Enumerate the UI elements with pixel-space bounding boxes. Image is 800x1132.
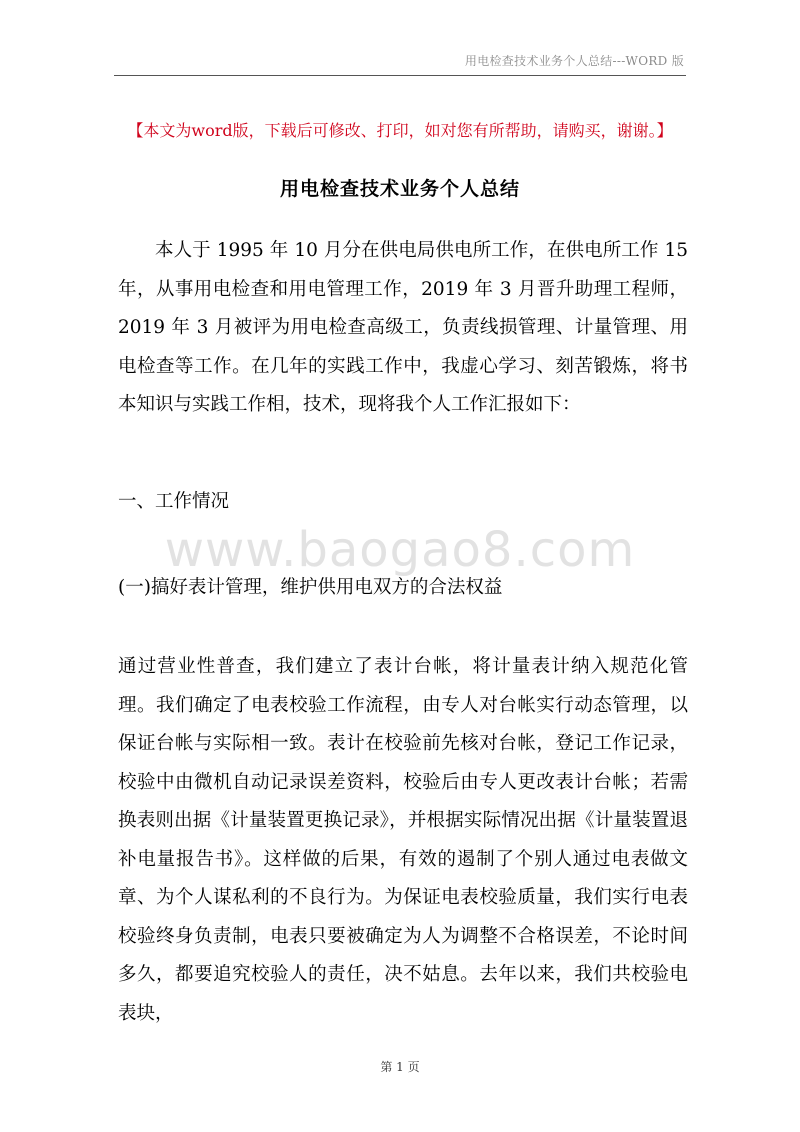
page-number: 第 1 页	[380, 1060, 420, 1074]
body-paragraph: 通过营业性普查，我们建立了表计台帐，将计量表计纳入规范化管理。我们确定了电表校验工作流程，由专人对台帐实行动态管理，以保证台帐与实际相一致。表计在校验前先核对台帐，登记工作记录，校验中由微机自动记录误差资料，校验后由专人更改表计台帐；若需换表则出据《计量装置更换记录》，并根据实际情况出据《计量装置退补电量报告书》。这样做的后果，有效的遏制了个别人通过电表做文章、为个人谋私利的不良行为。为保证电表校验质量，我们实行电表校验终身负责制，电表只要被确定为人为调整不合格误差，不论时间多久，都要追究校验人的责任，决不姑息。去年以来，我们共校验电表块，	[118, 656, 688, 1024]
header-divider	[114, 75, 686, 76]
running-header: 用电检查技术业务个人总结---WORD 版	[464, 54, 684, 68]
watermark: www.baogao8.com	[164, 522, 636, 578]
section-heading-work-status: 一、工作情况	[118, 491, 230, 512]
document-title: 用电检查技术业务个人总结	[279, 178, 520, 200]
subsection-heading-meter-management: (一)搞好表计管理，维护供用电双方的合法权益	[118, 577, 503, 598]
intro-paragraph: 本人于 1995 年 10 月分在供电局供电所工作，在供电所工作 15 年，从事用电检查和用电管理工作，2019 年 3 月晋升助理工程师，2019 年 3 月被评为用电检查高级工，负责线损管理、计量管理、用电检查等工作。在几年的实践工作中，我虚心学习、刻苦锻炼，将书本知识与实践工作相，技术，现将我个人工作汇报如下：	[118, 240, 688, 415]
purchase-notice: 【本文为word版，下载后可修改、打印，如对您有所帮助，请购买，谢谢。】	[127, 121, 673, 140]
